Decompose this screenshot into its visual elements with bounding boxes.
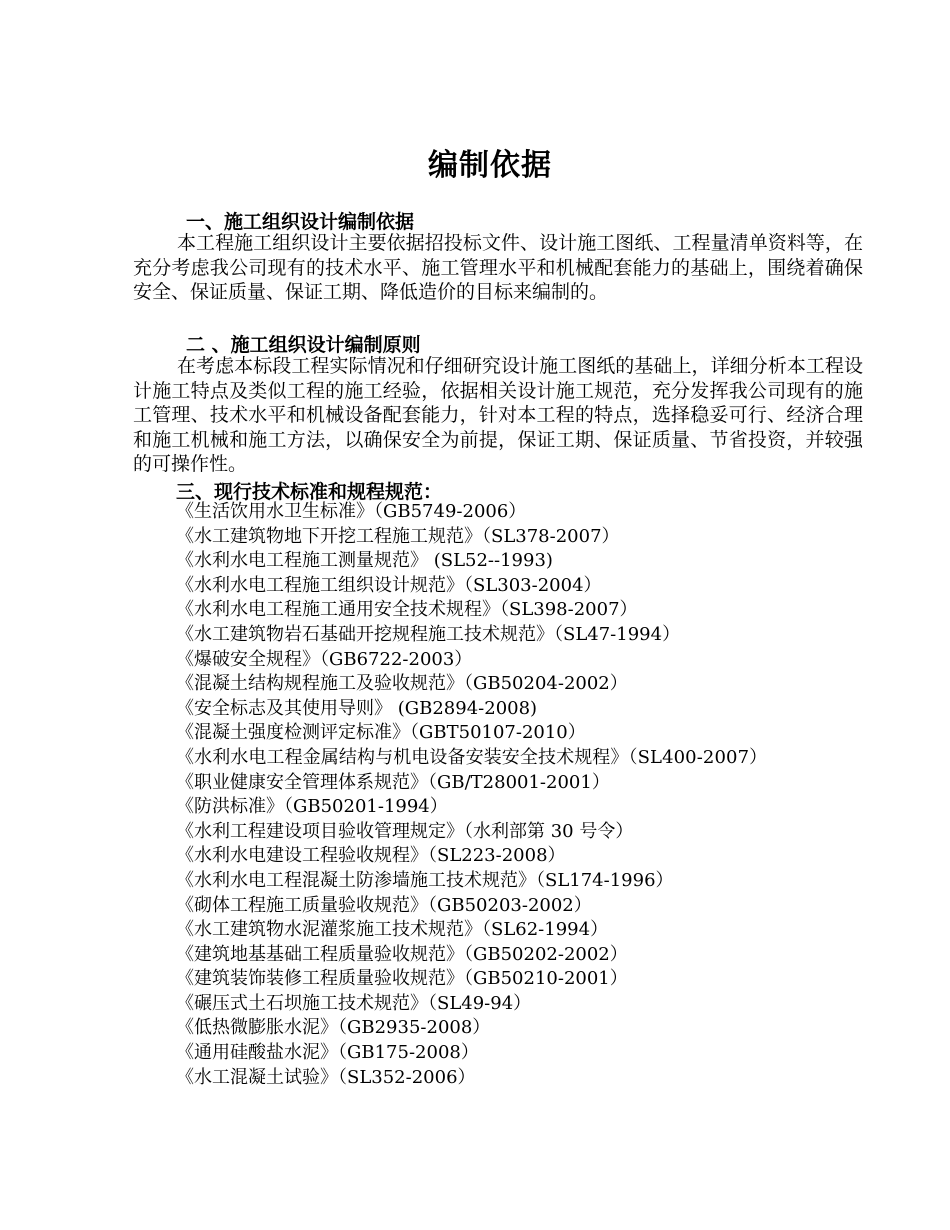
standard-item: 《砌体工程施工质量验收规范》（GB50203-2002） xyxy=(176,894,592,916)
section-body-2: 在考虑本标段工程实际情况和仔细研究设计施工图纸的基础上，详细分析本工程设计施工特点及类似工程的施工经验，依据相关设计施工规范，充分发挥我公司现有的施工管理、技术水平和机械设备配套能力，针对本工程的特点，选择稳妥可行、经济合理和施工机械和施工方法，以确保安全为前提，保证工期、保证质量、节省投资，并较强的可操作性。 xyxy=(133,355,863,476)
section-heading-3: 三、现行技术标准和规程规范： xyxy=(176,481,443,503)
standard-item: 《水工建筑物水泥灌浆施工技术规范》（SL62-1994） xyxy=(176,919,609,941)
standard-item: 《水利水电工程施工测量规范》 (SL52--1993) xyxy=(176,550,553,572)
standard-item: 《防洪标准》（GB50201-1994） xyxy=(176,796,448,818)
standard-item: 《水工混凝土试验》（SL352-2006） xyxy=(176,1066,476,1088)
standard-item: 《水利水电工程金属结构与机电设备安装安全技术规程》（SL400-2007） xyxy=(176,746,768,768)
standard-item: 《水利水电工程施工组织设计规范》（SL303-2004） xyxy=(176,574,602,596)
section-heading-2: 二 、施工组织设计编制原则 xyxy=(186,334,421,356)
standard-item: 《水工建筑物地下开挖工程施工规范》（SL378-2007） xyxy=(176,525,620,547)
standard-item: 《安全标志及其使用导则》 (GB2894-2008) xyxy=(176,697,538,719)
standard-item: 《低热微膨胀水泥》（GB2935-2008） xyxy=(176,1017,491,1039)
standard-item: 《混凝土结构规程施工及验收规范》（GB50204-2002） xyxy=(176,673,628,695)
standard-item: 《水工建筑物岩石基础开挖规程施工技术规范》（SL47-1994） xyxy=(176,623,681,645)
standard-item: 《水利水电工程混凝土防渗墙施工技术规范》（SL174-1996） xyxy=(176,869,674,891)
standard-item: 《水利水电工程施工通用安全技术规程》（SL398-2007） xyxy=(176,599,638,621)
standard-item: 《水利工程建设项目验收管理规定》（水利部第 30 号令） xyxy=(176,820,634,842)
page-title: 编制依据 xyxy=(428,148,552,183)
standard-item: 《混凝土强度检测评定标准》（GBT50107-2010） xyxy=(176,722,586,744)
standard-item: 《建筑装饰装修工程质量验收规范》（GB50210-2001） xyxy=(176,968,628,990)
section-body-1: 本工程施工组织设计主要依据招投标文件、设计施工图纸、工程量清单资料等，在充分考虑我公司现有的技术水平、施工管理水平和机械配套能力的基础上，围绕着确保安全、保证质量、保证工期、降低造价的目标来编制的。 xyxy=(133,232,863,304)
standard-item: 《职业健康安全管理体系规范》（GB/T28001-2001） xyxy=(176,771,610,793)
standard-item: 《水利水电建设工程验收规程》（SL223-2008） xyxy=(176,845,566,867)
standard-item: 《爆破安全规程》（GB6722-2003） xyxy=(176,648,473,670)
standards-list xyxy=(0,500,863,1090)
standard-item: 《碾压式土石坝施工技术规范》（SL49-94） xyxy=(176,992,532,1014)
standard-item: 《生活饮用水卫生标准》（GB5749-2006） xyxy=(176,501,527,522)
standard-item: 《通用硅酸盐水泥》（GB175-2008） xyxy=(176,1042,479,1064)
standard-item: 《建筑地基基础工程质量验收规范》（GB50202-2002） xyxy=(176,943,628,965)
section-heading-1: 一、施工组织设计编制依据 xyxy=(186,211,415,233)
